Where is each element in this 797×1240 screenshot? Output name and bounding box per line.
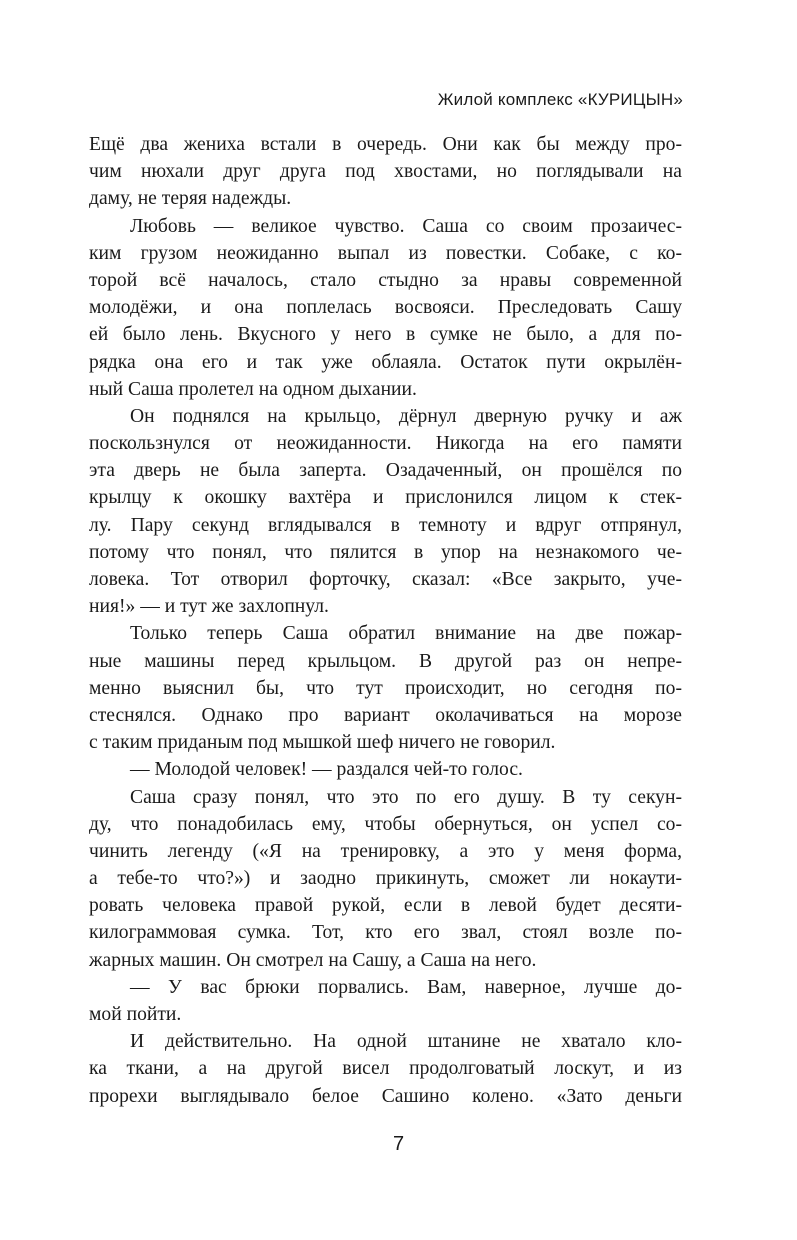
text-line: рядка она его и так уже облаяла. Остаток пути окрылён- — [89, 351, 682, 373]
text-line: чинить легенду («Я на тренировку, а это у меня форма, — [89, 840, 682, 862]
text-line: ния!» — и тут же захлопнул. — [89, 596, 329, 618]
text-line: Саша сразу понял, что это по его душу. В ту секун- — [130, 786, 682, 808]
text-line: чим нюхали друг друга под хвостами, но поглядывали на — [89, 161, 682, 183]
text-line: Ещё два жениха встали в очередь. Они как бы между про- — [89, 134, 682, 155]
text-line: ей было лень. Вкусного у него в сумке не было, а для по- — [89, 324, 682, 346]
text-line: крылцу к окошку вахтёра и прислонился лицом к стек- — [89, 487, 682, 509]
text-line: — У вас брюки порвались. Вам, наверное, лучше до- — [130, 976, 682, 998]
text-line: килограммовая сумка. Тот, кто его звал, стоял возле по- — [89, 922, 682, 944]
body-text — [89, 131, 682, 1110]
text-line: — Молодой человек! — раздался чей-то голос. — [130, 759, 523, 781]
text-line: ловека. Тот отворил форточку, сказал: «Все закрыто, уче- — [89, 569, 682, 590]
text-line: Любовь — великое чувство. Саша со своим прозаичес- — [130, 215, 682, 237]
text-line: с таким приданым под мышкой шеф ничего не говорил. — [89, 732, 556, 754]
text-line: менно выяснил бы, что тут происходит, но сегодня по- — [89, 677, 682, 699]
text-line: лу. Пару секунд вглядывался в темноту и вдруг отпрянул, — [89, 514, 682, 536]
text-line: ровать человека правой рукой, если в левой будет десяти- — [89, 895, 682, 917]
text-line: потому что понял, что пялится в упор на незнакомого че- — [89, 541, 682, 563]
text-line: эта дверь не была заперта. Озадаченный, он прошёлся по — [89, 460, 682, 482]
text-line: жарных машин. Он смотрел на Сашу, а Саша на него. — [89, 949, 537, 971]
text-line: стеснялся. Однако про вариант околачиваться на морозе — [89, 704, 682, 726]
text-line: ким грузом неожиданно выпал из повестки. Собаке, с ко- — [89, 242, 682, 264]
text-line: ка ткани, а на другой висел продолговатый лоскут, и из — [89, 1058, 682, 1080]
text-line: поскользнулся от неожиданности. Никогда на его памяти — [89, 433, 682, 455]
text-line: а тебе-то что?») и заодно прикинуть, сможет ли нокаути- — [89, 868, 682, 890]
text-line: прорехи выглядывало белое Сашино колено. «Зато деньги — [89, 1085, 682, 1107]
text-line: И действительно. На одной штанине не хватало кло- — [130, 1031, 682, 1053]
text-line: мой пойти. — [89, 1004, 182, 1025]
text-line: ный Саша пролетел на одном дыхании. — [89, 378, 417, 400]
text-line: даму, не теряя надежды. — [89, 188, 292, 210]
text-line: ные машины перед крыльцом. В другой раз он непре- — [89, 650, 682, 672]
page-number: 7 — [392, 1133, 405, 1155]
text-line: молодёжи, и она поплелась восвояси. Преследовать Сашу — [89, 297, 682, 319]
text-line: ду, что понадобилась ему, чтобы обернуться, он успел со- — [89, 813, 682, 835]
text-line: Только теперь Саша обратил внимание на две пожар- — [130, 623, 682, 645]
text-line: торой всё началось, стало стыдно за нравы современной — [89, 269, 682, 291]
running-header: Жилой комплекс «КУРИЦЫН» — [437, 90, 683, 109]
text-line: Он поднялся на крыльцо, дёрнул дверную ручку и аж — [130, 405, 682, 427]
